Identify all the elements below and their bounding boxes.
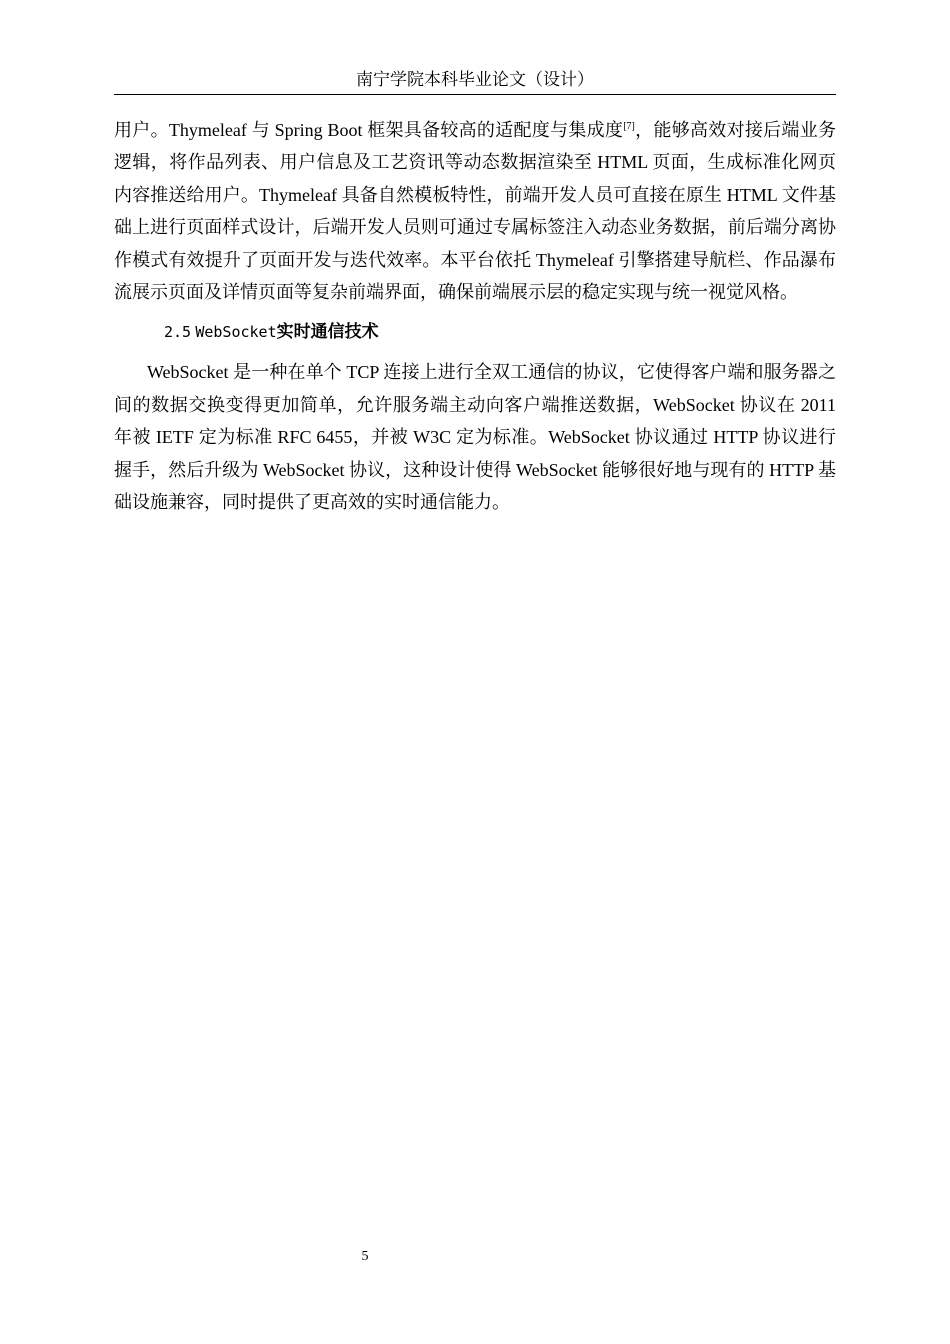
paragraph-1-text-b: ，能够高效对接后端业务逻辑，将作品列表、用户信息及工艺资讯等动态数据渲染至 HTML 页面，生成标准化网页内容推送给用户。Thymeleaf 具备自然模板特性，前端开发人员可直接在原生 HTML 文件基础上进行页面样式设计，后端开发人员则可通过专属标签注入动态业务数据，前后端分离协作模式有效提升了页面开发与迭代效率。本平台依托 Thymeleaf 引擎搭建导航栏、作品瀑布流展示页面及详情页面等复杂前端界面，确保前端展示层的稳定实现与统一视觉风格。: [114, 120, 836, 303]
paragraph-2-text: WebSocket 是一种在单个 TCP 连接上进行全双工通信的协议，它使得客户端和服务器之间的数据交换变得更加简单，允许服务端主动向客户端推送数据，WebSocket 协议在 2011 年被 IETF 定为标准 RFC 6455，并被 W3C 定为标准。WebSocket 协议通过 HTTP 协议进行握手，然后升级为 WebSocket 协议，这种设计使得 WebSocket 能够很好地与现有的 HTTP 基础设施兼容，同时提供了更高效的实时通信能力。: [114, 362, 836, 513]
citation-reference: [7]: [623, 121, 635, 132]
body-paragraph-1: [114, 114, 836, 308]
section-title-en: WebSocket: [195, 323, 277, 342]
page-header: [114, 66, 836, 95]
body-paragraph-2: [114, 356, 836, 518]
section-heading-2-5: [164, 318, 836, 346]
section-title-zh: 实时通信技术: [276, 322, 379, 343]
header-title: 南宁学院本科毕业论文（设计）: [356, 70, 594, 89]
section-number: 2.5: [164, 323, 192, 342]
page-number: 5: [361, 1249, 369, 1264]
paragraph-1-text-a: 用户。Thymeleaf 与 Spring Boot 框架具备较高的适配度与集成度: [114, 120, 624, 140]
page-body: [114, 114, 836, 518]
